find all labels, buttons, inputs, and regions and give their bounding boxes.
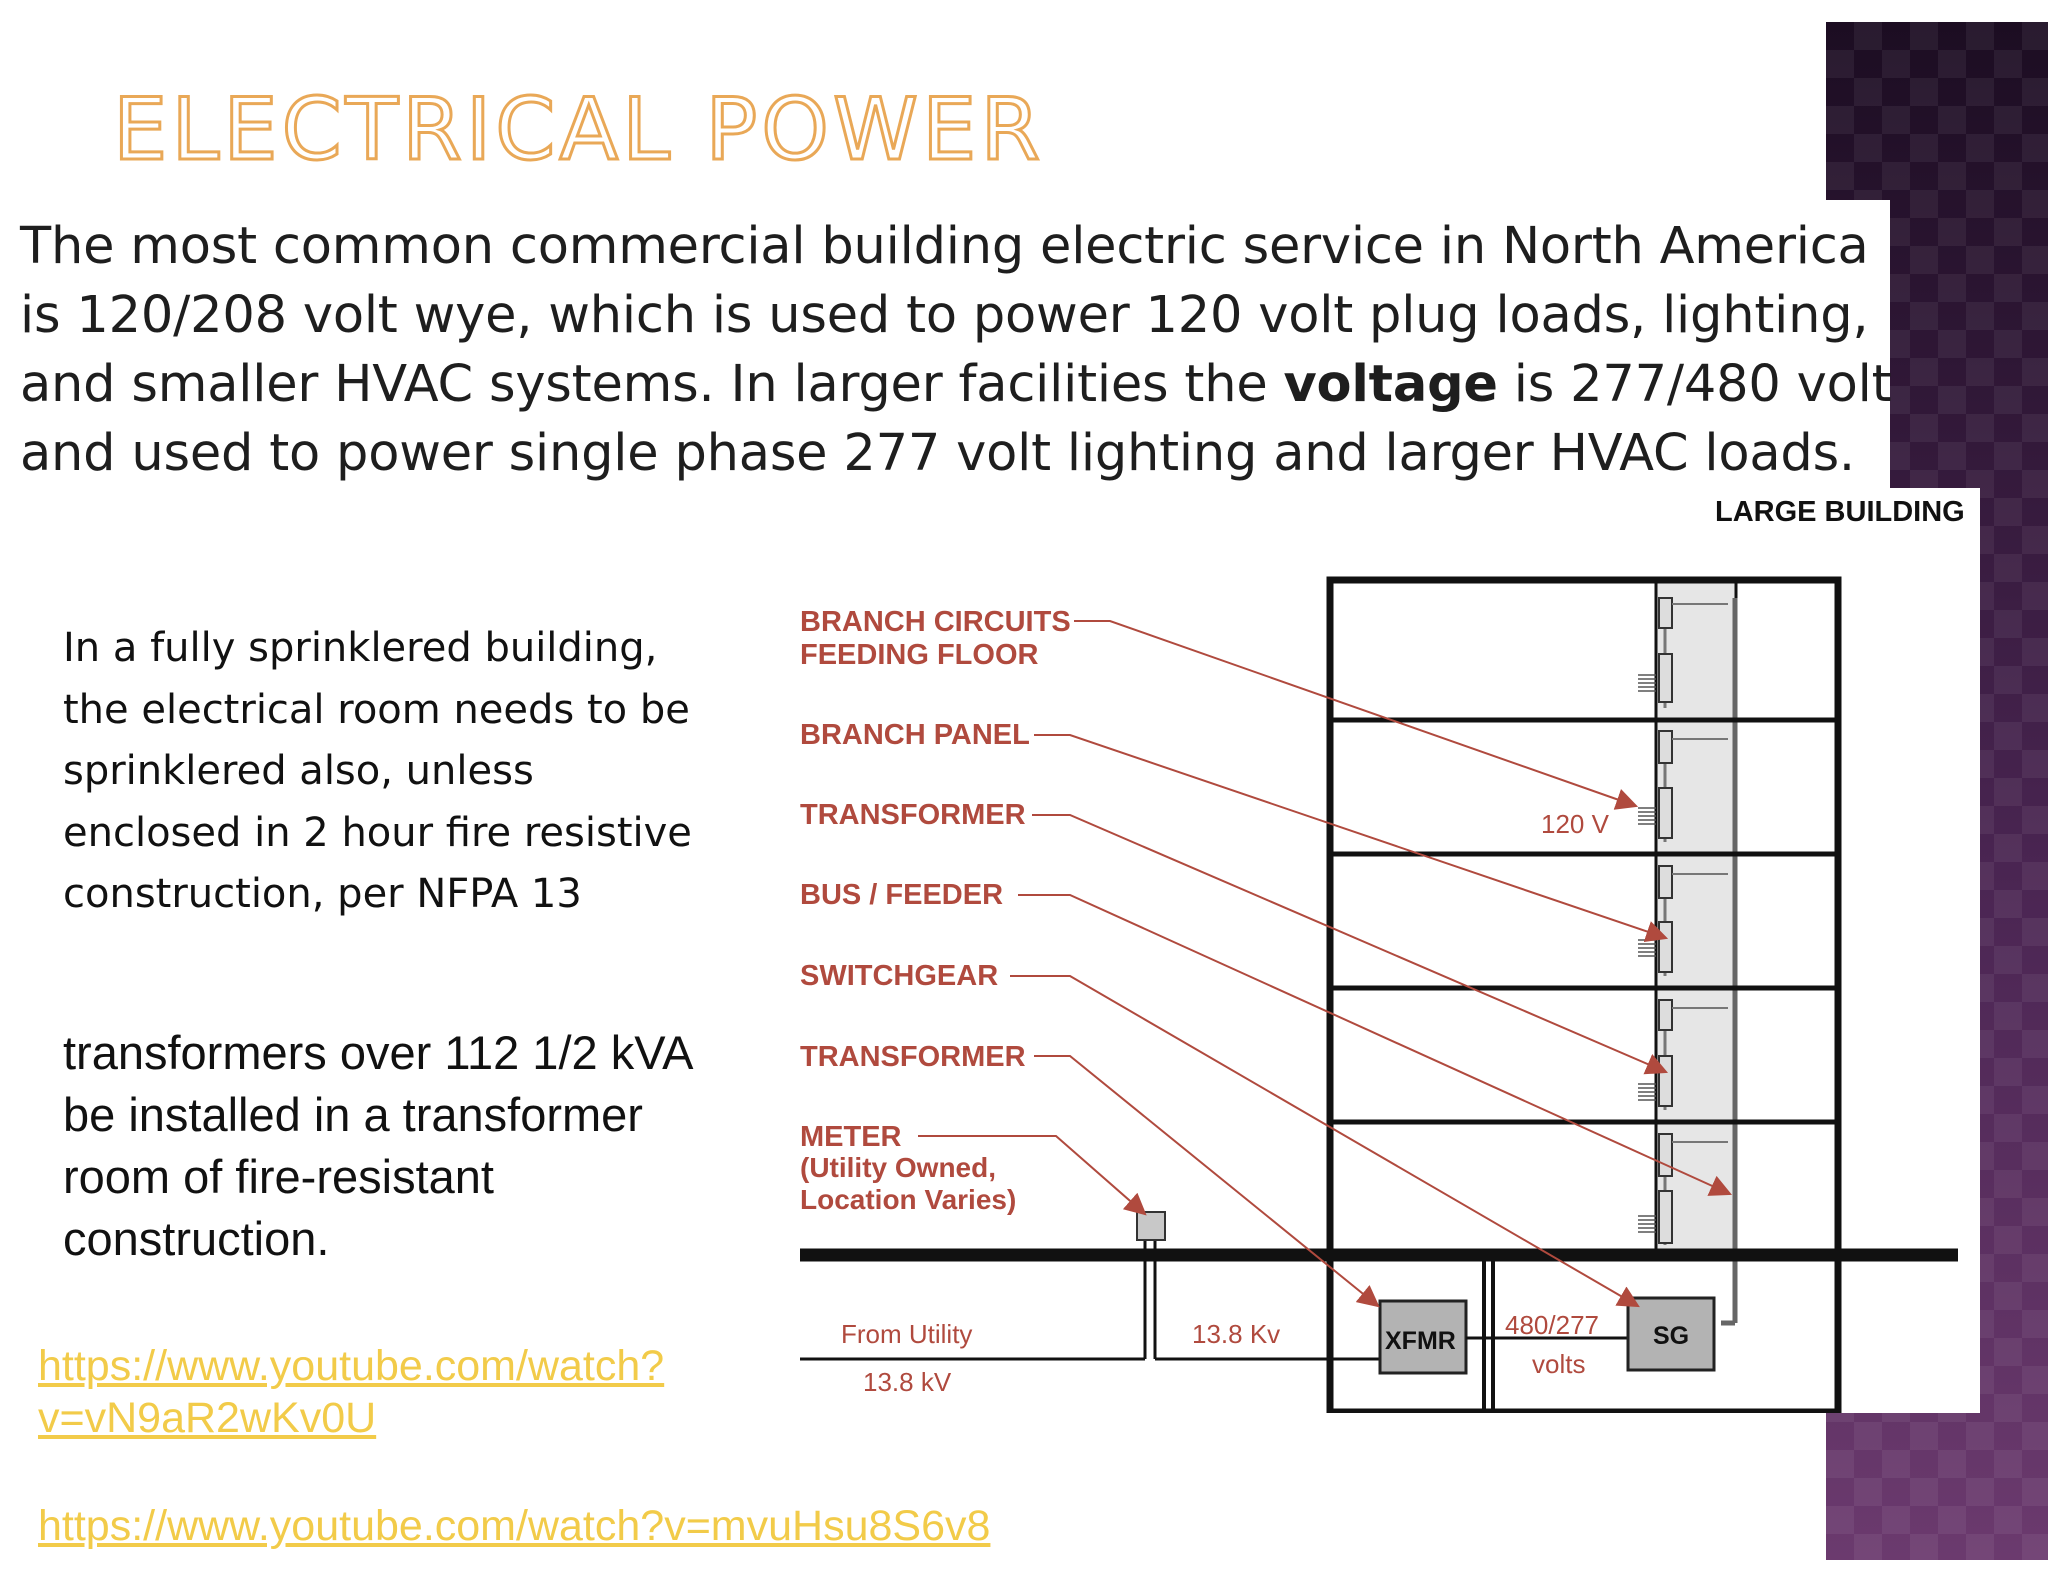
intro-bold-voltage: voltage: [1283, 355, 1498, 414]
xfmr-label: XFMR: [1385, 1327, 1456, 1355]
floor-slabs: [1330, 720, 1838, 1122]
meter-box: [1137, 1212, 1165, 1240]
feed-kv-label: 13.8 Kv: [1192, 1319, 1281, 1349]
voltage-480-label: 480/277: [1505, 1310, 1599, 1340]
label-transformer-2: TRANSFORMER: [800, 1041, 1026, 1073]
intro-text-2: is 277/480 volt and used to power single phase 277 volt lighting and larger HVAC loads.: [20, 355, 1892, 483]
sg-label: SG: [1653, 1322, 1690, 1350]
diagram-header: LARGE BUILDING: [1715, 496, 1965, 528]
building-outline: [1330, 580, 1838, 1412]
intro-paragraph: [20, 212, 1900, 488]
youtube-link-1[interactable]: https://www.youtube.com/watch?v=vN9aR2wKv0U: [38, 1342, 665, 1442]
label-transformer-1: TRANSFORMER: [800, 799, 1026, 831]
sprinkler-note: In a fully sprinklered building, the electrical room needs to be sprinklered also, unless enclosed in 2 hour fire resistive construction, per NFPA 13: [63, 625, 692, 917]
label-meter: METER: [800, 1121, 902, 1153]
label-branch-panel: BRANCH PANEL: [800, 719, 1030, 751]
label-meter-sub-2: Location Varies): [800, 1184, 1017, 1215]
utility-kv-label: 13.8 kV: [863, 1367, 952, 1397]
voltage-120: 120 V: [1541, 809, 1609, 839]
leader-lines: [918, 621, 1730, 1306]
volts-label: volts: [1532, 1349, 1586, 1379]
label-feeding-floor: FEEDING FLOOR: [800, 639, 1039, 671]
label-branch-circuits: BRANCH CIRCUITS: [800, 606, 1071, 638]
transformer-note: transformers over 112 1/2 kVA be installed in a transformer room of fire-resistant construction.: [63, 1026, 691, 1265]
label-meter-sub-1: (Utility Owned,: [800, 1152, 996, 1183]
youtube-link-2[interactable]: https://www.youtube.com/watch?v=mvuHsu8S6v8: [38, 1502, 991, 1550]
intro-text-1: The most common commercial building electric service in North America is 120/208 volt wye, which is used to power 120 volt plug loads, lighting, and smaller HVAC systems. In larger facilities the: [20, 217, 1869, 414]
label-bus-feeder: BUS / FEEDER: [800, 879, 1004, 911]
label-switchgear: SWITCHGEAR: [800, 960, 999, 992]
from-utility-label: From Utility: [841, 1319, 973, 1349]
slide-title: ELECTRICAL POWER: [113, 80, 1045, 180]
large-building-diagram: [790, 488, 1980, 1413]
